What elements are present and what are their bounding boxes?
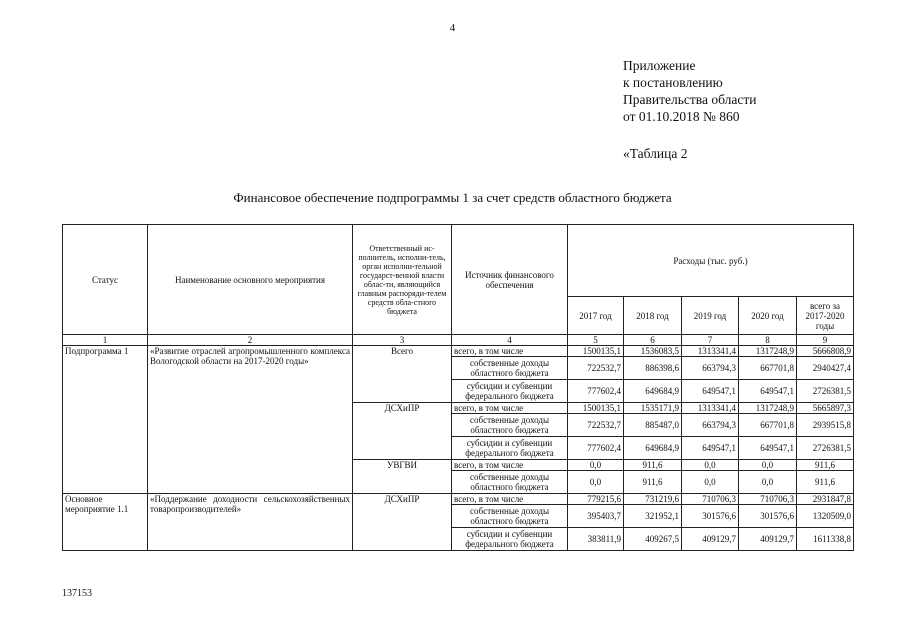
row-source: собственные доходы областного бюджета (452, 471, 568, 494)
col-number: 3 (353, 335, 452, 346)
value-2020: 710706,3 (739, 494, 797, 505)
value-2017: 1500135,1 (568, 403, 624, 414)
value-total: 2726381,5 (797, 437, 854, 460)
value-2020: 649547,1 (739, 380, 797, 403)
header-2019: 2019 год (682, 297, 739, 335)
value-total: 911,6 (797, 471, 854, 494)
value-2019: 409129,7 (682, 528, 739, 551)
appendix-line-2: к постановлению (623, 75, 723, 90)
value-2018: 649684,9 (624, 437, 682, 460)
table-row (63, 346, 854, 357)
value-2020: 649547,1 (739, 437, 797, 460)
col-number: 4 (452, 335, 568, 346)
value-2019: 663794,3 (682, 357, 739, 380)
financing-table (62, 224, 854, 551)
value-2017: 395403,7 (568, 505, 624, 528)
value-total: 2931847,8 (797, 494, 854, 505)
value-total: 1320509,0 (797, 505, 854, 528)
value-2020: 0,0 (739, 460, 797, 471)
row-responsible: Всего (353, 346, 452, 403)
value-2020: 301576,6 (739, 505, 797, 528)
value-2020: 409129,7 (739, 528, 797, 551)
col-number: 7 (682, 335, 739, 346)
row-source: всего, в том числе (452, 494, 568, 505)
header-responsible: Ответственный ис-полнитель, исполни-тель, орган исполни-тельной государст-венной власти облас-ти, являющийся главным распоряди-телем средств обла-стного бюджета (353, 225, 452, 335)
value-2017: 0,0 (568, 460, 624, 471)
value-total: 911,6 (797, 460, 854, 471)
row-source: субсидии и субвенции федерального бюджета (452, 380, 568, 403)
header-expenses: Расходы (тыс. руб.) (568, 225, 854, 297)
row-source: всего, в том числе (452, 346, 568, 357)
appendix-block (623, 57, 756, 125)
row-responsible: ДСХиПР (353, 403, 452, 460)
value-total: 5665897,3 (797, 403, 854, 414)
row-source: всего, в том числе (452, 460, 568, 471)
header-name: Наименование основного мероприятия (148, 225, 353, 335)
value-total: 1611338,8 (797, 528, 854, 551)
appendix-line-4: от 01.10.2018 № 860 (623, 109, 740, 124)
value-2018: 911,6 (624, 460, 682, 471)
table-row (63, 494, 854, 505)
col-number: 2 (148, 335, 353, 346)
value-2018: 885487,0 (624, 414, 682, 437)
row-source: собственные доходы областного бюджета (452, 505, 568, 528)
row-measure-name: «Поддержание доходности сельскохозяйственных товаропроизводителей» (148, 494, 353, 551)
value-2018: 911,6 (624, 471, 682, 494)
value-2018: 409267,5 (624, 528, 682, 551)
value-total: 5666808,9 (797, 346, 854, 357)
value-2017: 722532,7 (568, 357, 624, 380)
value-2017: 383811,9 (568, 528, 624, 551)
col-number: 1 (63, 335, 148, 346)
value-total: 2726381,5 (797, 380, 854, 403)
header-status: Статус (63, 225, 148, 335)
value-2017: 779215,6 (568, 494, 624, 505)
value-2020: 667701,8 (739, 357, 797, 380)
row-status: Подпрограмма 1 (63, 346, 148, 494)
page-number: 4 (449, 22, 456, 34)
header-2018: 2018 год (624, 297, 682, 335)
value-2020: 1317248,9 (739, 403, 797, 414)
value-2017: 1500135,1 (568, 346, 624, 357)
row-status: Основное мероприятие 1.1 (63, 494, 148, 551)
row-source: субсидии и субвенции федерального бюджета (452, 528, 568, 551)
row-responsible: ДСХиПР (353, 494, 452, 551)
col-number: 8 (739, 335, 797, 346)
col-number: 9 (797, 335, 854, 346)
appendix-line-3: Правительства области (623, 92, 757, 107)
value-2019: 1313341,4 (682, 346, 739, 357)
value-2018: 1535171,9 (624, 403, 682, 414)
value-2018: 321952,1 (624, 505, 682, 528)
value-2019: 0,0 (682, 460, 739, 471)
value-total: 2940427,4 (797, 357, 854, 380)
header-2020: 2020 год (739, 297, 797, 335)
document-code: 137153 (62, 588, 92, 599)
row-source: собственные доходы областного бюджета (452, 414, 568, 437)
value-2019: 1313341,4 (682, 403, 739, 414)
value-2019: 710706,3 (682, 494, 739, 505)
value-2020: 0,0 (739, 471, 797, 494)
col-number: 5 (568, 335, 624, 346)
value-2019: 301576,6 (682, 505, 739, 528)
row-responsible: УВГВИ (353, 460, 452, 494)
value-total: 2939515,8 (797, 414, 854, 437)
value-2018: 886398,6 (624, 357, 682, 380)
value-2017: 777602,4 (568, 380, 624, 403)
row-measure-name: «Развитие отраслей агропромышленного комплекса Вологодской области на 2017-2020 годы» (148, 346, 353, 494)
value-2017: 722532,7 (568, 414, 624, 437)
value-2018: 649684,9 (624, 380, 682, 403)
table-label: «Таблица 2 (623, 146, 688, 161)
value-2019: 649547,1 (682, 437, 739, 460)
document-title: Финансовое обеспечение подпрограммы 1 за счет средств областного бюджета (233, 190, 672, 205)
value-2019: 663794,3 (682, 414, 739, 437)
row-source: субсидии и субвенции федерального бюджета (452, 437, 568, 460)
value-2019: 649547,1 (682, 380, 739, 403)
value-2020: 1317248,9 (739, 346, 797, 357)
value-2017: 0,0 (568, 471, 624, 494)
value-2018: 1536083,5 (624, 346, 682, 357)
value-2017: 777602,4 (568, 437, 624, 460)
row-source: всего, в том числе (452, 403, 568, 414)
value-2020: 667701,8 (739, 414, 797, 437)
value-2019: 0,0 (682, 471, 739, 494)
col-number: 6 (624, 335, 682, 346)
header-source: Источник финансового обеспечения (452, 225, 568, 335)
header-total: всего за 2017-2020 годы (797, 297, 854, 335)
header-2017: 2017 год (568, 297, 624, 335)
row-source: собственные доходы областного бюджета (452, 357, 568, 380)
appendix-line-1: Приложение (623, 58, 696, 73)
value-2018: 731219,6 (624, 494, 682, 505)
